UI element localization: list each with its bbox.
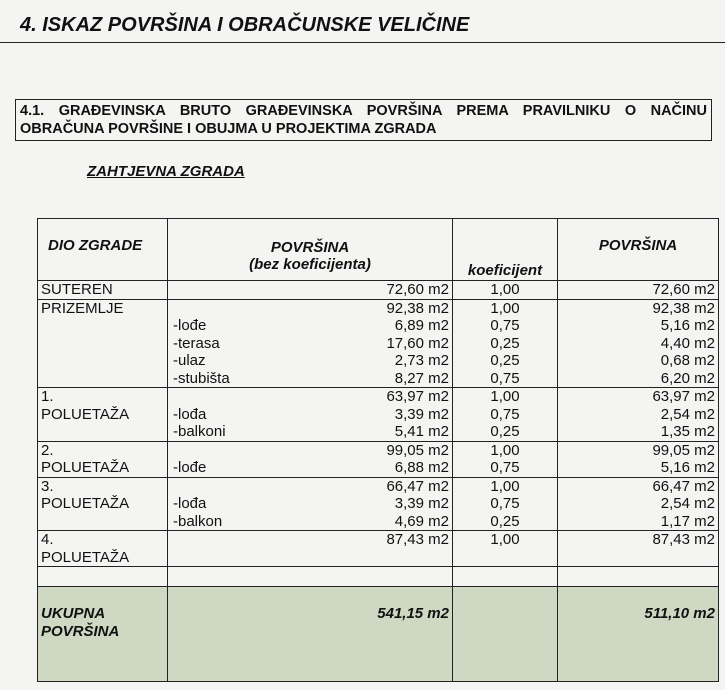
area-value: 66,47 m2 <box>386 477 449 495</box>
area-value: 6,88 m2 <box>394 459 449 476</box>
sub-part: -stubišta <box>173 369 230 387</box>
result-cell <box>558 299 719 388</box>
result-value: 99,05 m2 <box>652 441 715 459</box>
coef-value: 0,75 <box>490 459 520 476</box>
sub-part <box>171 281 173 299</box>
empty-row <box>38 567 719 587</box>
part-cell: SUTEREN <box>38 281 168 300</box>
part-cell: 1. POLUETAŽA <box>38 388 168 442</box>
coef-value: 0,75 <box>490 495 520 512</box>
result-value: 63,97 m2 <box>652 388 715 405</box>
section-heading: 4.1. GRAĐEVINSKA BRUTO GRAĐEVINSKA POVRŠINA PREMA PRAVILNIKU O NAČINU OBRAČUNA POVRŠINE I OBUJMA U PROJEKTIMA ZGRADA <box>15 99 712 141</box>
area-value: 72,60 m2 <box>386 281 449 298</box>
coef-value: 1,00 <box>490 299 520 317</box>
table-row <box>38 477 719 531</box>
area-value: 2,73 m2 <box>394 352 449 369</box>
coef-cell <box>453 477 558 531</box>
area-value: 4,69 m2 <box>394 512 449 530</box>
result-value: 0,68 m2 <box>660 352 715 369</box>
subtitle: ZAHTJEVNA ZGRADA <box>87 163 245 180</box>
table-row <box>38 281 719 300</box>
result-value: 5,16 m2 <box>660 459 715 476</box>
sub-part <box>171 531 173 549</box>
result-value: 6,20 m2 <box>660 369 715 387</box>
sub-part: -lođe <box>173 317 207 334</box>
coef-value: 0,25 <box>490 423 520 440</box>
area-cell <box>168 477 453 531</box>
sub-part: -lođa <box>173 405 207 423</box>
area-table <box>37 218 719 682</box>
sub-part <box>171 388 173 406</box>
area-cell <box>168 531 453 567</box>
table-row <box>38 388 719 442</box>
coef-cell <box>453 531 558 567</box>
coef-cell <box>453 441 558 477</box>
sub-part: -lođe <box>173 459 207 476</box>
coef-value: 1,00 <box>490 441 520 459</box>
total-area: 541,15 m2 <box>168 587 453 682</box>
part-cell: PRIZEMLJE <box>38 299 168 388</box>
coef-value: 1,00 <box>490 477 520 495</box>
result-value: 92,38 m2 <box>652 299 715 317</box>
area-value: 3,39 m2 <box>394 495 449 512</box>
header-area: POVRŠINA (bez koeficijenta) <box>168 219 453 281</box>
header-area-coef: POVRŠINA <box>558 219 719 281</box>
result-value: 72,60 m2 <box>652 281 715 298</box>
coef-cell <box>453 299 558 388</box>
area-value: 63,97 m2 <box>386 388 449 405</box>
part-cell: 4. POLUETAŽA <box>38 531 168 567</box>
sub-part: -balkon <box>173 512 223 530</box>
total-result: 511,10 m2 <box>558 587 719 682</box>
result-cell <box>558 388 719 442</box>
area-value: 3,39 m2 <box>394 405 449 423</box>
page-title: 4. ISKAZ POVRŠINA I OBRAČUNSKE VELIČINE <box>20 14 470 36</box>
area-value: 17,60 m2 <box>386 334 449 352</box>
coef-value: 0,75 <box>490 405 520 423</box>
table-row <box>38 441 719 477</box>
area-value: 92,38 m2 <box>386 299 449 317</box>
sub-part <box>171 300 173 318</box>
header-part: DIO ZGRADE <box>38 219 168 281</box>
area-value: 8,27 m2 <box>394 369 449 387</box>
table-row <box>38 531 719 567</box>
header-coef: koeficijent <box>453 219 558 281</box>
coef-value: 0,25 <box>490 512 520 530</box>
part-cell: 2. POLUETAŽA <box>38 441 168 477</box>
sub-part: -lođa <box>173 495 207 512</box>
coef-value: 0,25 <box>490 352 520 369</box>
sub-part: -ulaz <box>173 352 206 369</box>
total-row: UKUPNA POVRŠINA 541,15 m2 511,10 m2 <box>38 587 719 682</box>
area-cell <box>168 281 453 300</box>
part-cell: 3. POLUETAŽA <box>38 477 168 531</box>
area-value: 5,41 m2 <box>394 423 449 440</box>
table-row <box>38 299 719 388</box>
coef-value: 0,25 <box>490 334 520 352</box>
result-value: 1,35 m2 <box>660 423 715 440</box>
result-value: 66,47 m2 <box>652 477 715 495</box>
result-cell <box>558 441 719 477</box>
coef-cell <box>453 388 558 442</box>
sub-part <box>171 478 173 496</box>
coef-cell <box>453 281 558 300</box>
coef-value: 0,75 <box>490 317 520 334</box>
sub-part <box>171 549 173 567</box>
result-value: 2,54 m2 <box>660 495 715 512</box>
coef-value: 1,00 <box>490 281 520 298</box>
result-value: 4,40 m2 <box>660 334 715 352</box>
area-cell <box>168 299 453 388</box>
result-value: 5,16 m2 <box>660 317 715 334</box>
area-value: 6,89 m2 <box>394 317 449 334</box>
area-cell <box>168 441 453 477</box>
result-cell <box>558 477 719 531</box>
coef-value: 1,00 <box>490 531 520 548</box>
result-cell <box>558 281 719 300</box>
result-value: 2,54 m2 <box>660 405 715 423</box>
result-value: 1,17 m2 <box>660 512 715 530</box>
sub-part: -terasa <box>173 334 220 352</box>
area-value: 99,05 m2 <box>386 441 449 459</box>
coef-value: 1,00 <box>490 388 520 405</box>
coef-value: 0,75 <box>490 369 520 387</box>
divider <box>0 42 725 43</box>
area-cell <box>168 388 453 442</box>
sub-part: -balkoni <box>173 423 226 440</box>
result-cell <box>558 531 719 567</box>
area-value: 87,43 m2 <box>386 531 449 548</box>
sub-part <box>171 442 173 460</box>
result-value: 87,43 m2 <box>652 531 715 548</box>
